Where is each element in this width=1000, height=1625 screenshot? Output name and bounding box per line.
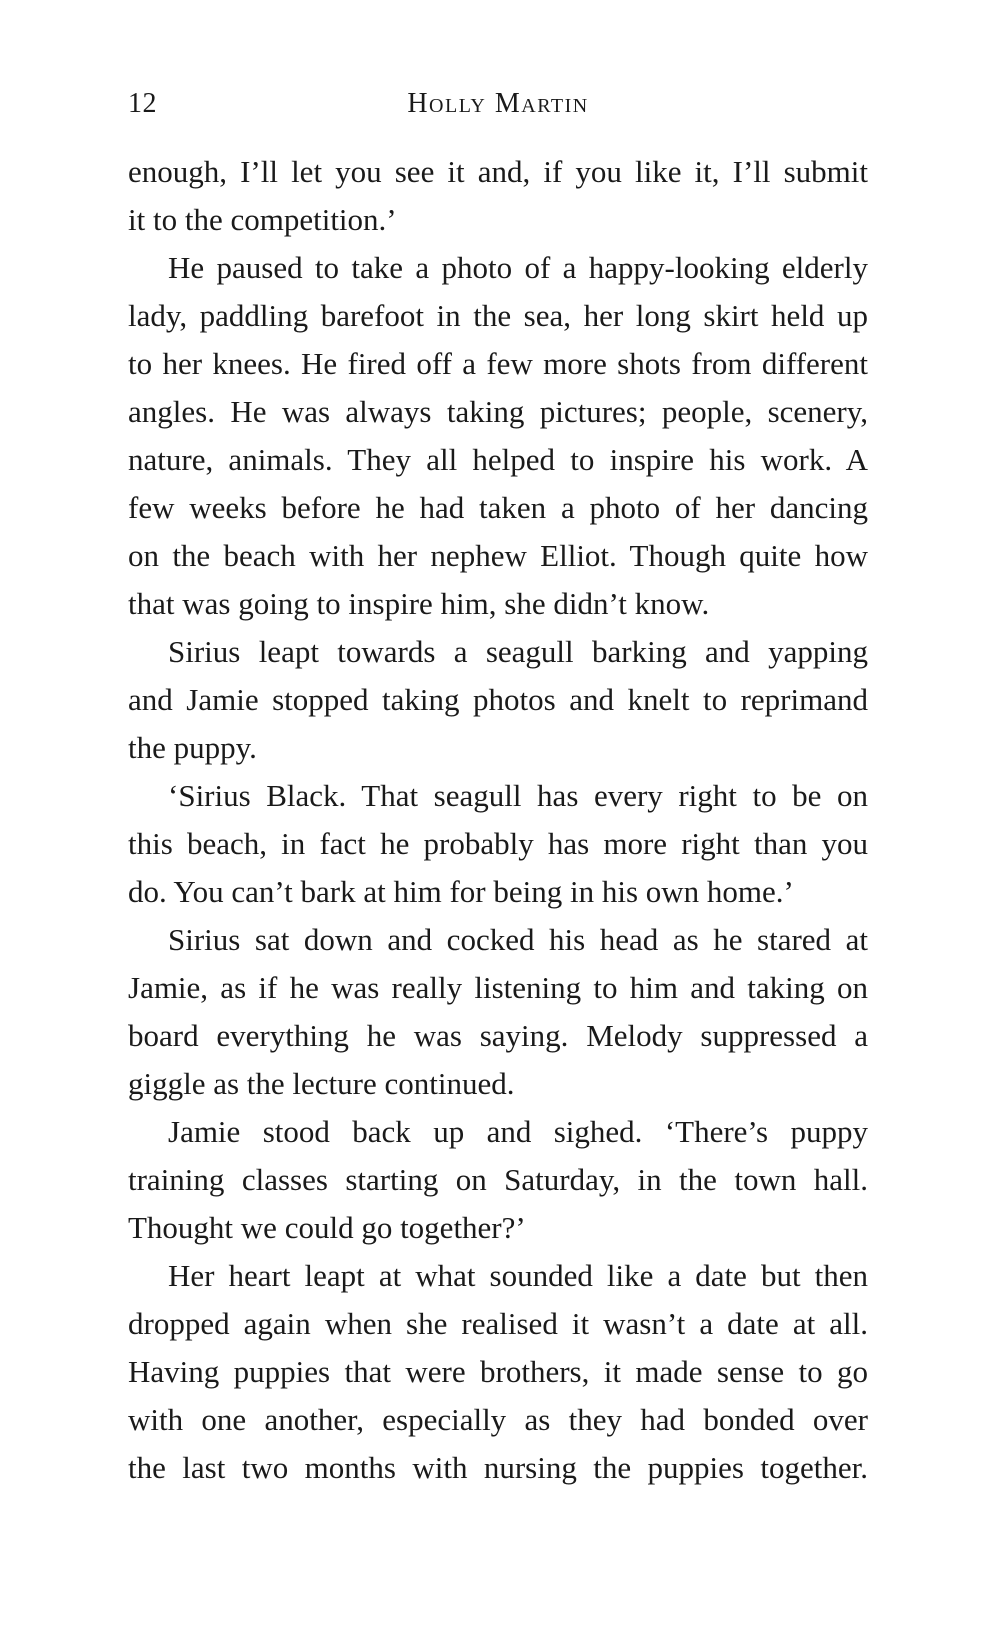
text-line: nature, animals. They all helped to inspire his work. A — [128, 442, 868, 477]
text-line: the puppy. — [128, 730, 257, 765]
text-line: few weeks before he had taken a photo of her dancing — [128, 490, 868, 525]
text-line: enough, I’ll let you see it and, if you like it, I’ll submit — [128, 154, 868, 189]
text-line: ‘Sirius Black. That seagull has every right to be on — [168, 778, 868, 813]
page-number: 12 — [128, 88, 157, 119]
body-text — [128, 148, 868, 1492]
text-line: Thought we could go together?’ — [128, 1210, 526, 1245]
text-line: it to the competition.’ — [128, 202, 397, 237]
text-line: He paused to take a photo of a happy-looking elderly — [168, 250, 868, 285]
text-line: Her heart leapt at what sounded like a date but then — [168, 1258, 868, 1293]
text-line: with one another, especially as they had bonded over — [128, 1402, 868, 1437]
text-line: that was going to inspire him, she didn’t know. — [128, 586, 710, 621]
text-line: Jamie stood back up and sighed. ‘There’s puppy — [168, 1114, 868, 1149]
text-line: board everything he was saying. Melody suppressed a — [128, 1018, 868, 1053]
text-line: lady, paddling barefoot in the sea, her long skirt held up — [128, 298, 868, 333]
text-line: the last two months with nursing the puppies together. — [128, 1450, 868, 1485]
text-line: Sirius leapt towards a seagull barking and yapping — [168, 634, 868, 669]
text-line: this beach, in fact he probably has more right than you — [128, 826, 868, 861]
running-head-author: Holly Martin — [407, 88, 589, 119]
text-line: dropped again when she realised it wasn’t a date at all. — [128, 1306, 868, 1341]
text-line: to her knees. He fired off a few more shots from different — [128, 346, 868, 381]
running-head — [128, 88, 868, 124]
text-line: do. You can’t bark at him for being in his own home.’ — [128, 874, 794, 909]
text-line: Sirius sat down and cocked his head as he stared at — [168, 922, 868, 957]
text-line: giggle as the lecture continued. — [128, 1066, 515, 1101]
text-line: and Jamie stopped taking photos and knelt to reprimand — [128, 682, 868, 717]
text-line: Having puppies that were brothers, it made sense to go — [128, 1354, 868, 1389]
text-line: on the beach with her nephew Elliot. Though quite how — [128, 538, 868, 573]
text-line: Jamie, as if he was really listening to him and taking on — [128, 970, 868, 1005]
text-line: training classes starting on Saturday, in the town hall. — [128, 1162, 868, 1197]
text-line: angles. He was always taking pictures; people, scenery, — [128, 394, 868, 429]
